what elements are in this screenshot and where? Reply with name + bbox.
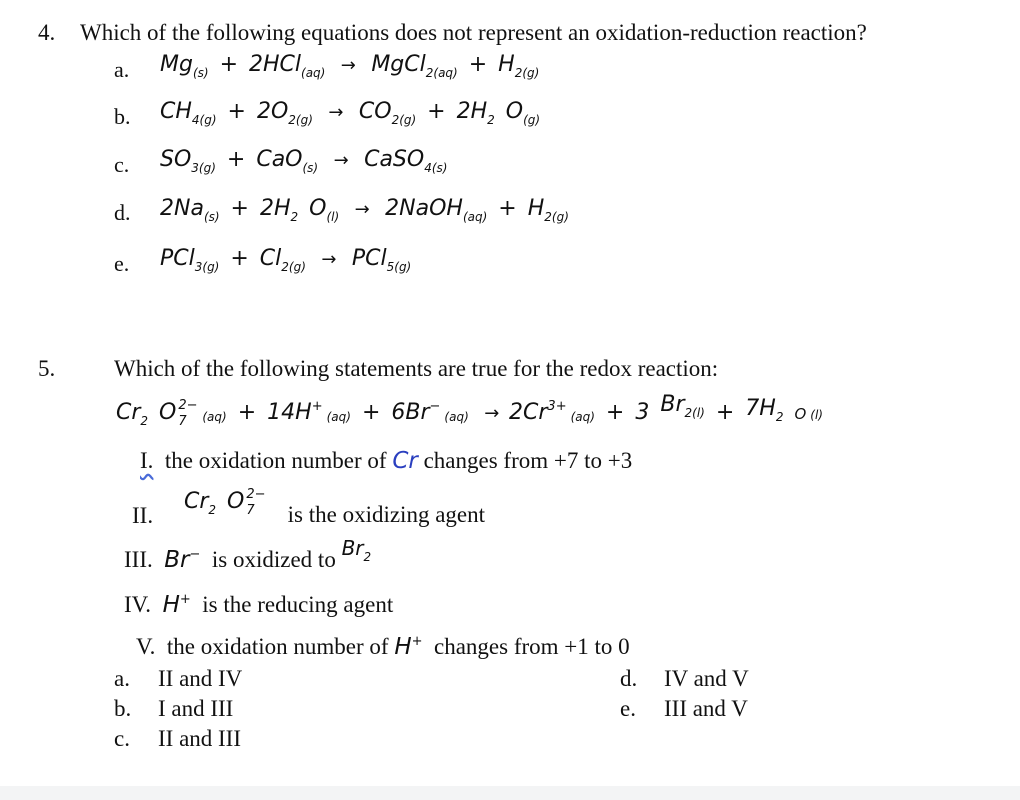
q5-statement-II-number: II.: [132, 503, 154, 528]
q4-option-c-equation: $SO_{3(g)} + CaO_{(s)}$ → CaSO$_{4(s)}$: [160, 147, 448, 175]
q5-answer-a-text: II and IV: [158, 666, 243, 691]
q5-statement-I: I. the oxidation number of Cr changes from +7 to +3: [140, 448, 633, 474]
q5-answer-e-text: III and V: [664, 696, 748, 721]
q5-answer-c-text: II and III: [158, 726, 242, 751]
q5-answer-b-label: b.: [114, 696, 132, 721]
q5-statement-IV: IV. H+ is the reducing agent: [124, 592, 394, 618]
q4-number: 4.: [38, 20, 56, 45]
q4-stem: Which of the following equations does not represent an oxidation-reduction reaction?: [80, 20, 867, 45]
q4-option-a-equation: $Mg_{(s)} + 2HCl_{(aq)}$ → MgCl$_{2(aq)}$ + $H_{2(g)}$: [160, 52, 540, 80]
q4-option-b-equation: $CH_{4(g)} + 2O_{2(g)} \to CO_{2(g)} + 2H_2$ $O_{(g)}$: [160, 99, 541, 127]
q4-option-e-equation: $PCl_{3(g)} + Cl_{2(g)} \to PCl_{5(g)}$: [160, 246, 412, 274]
q4-option-b-label: b.: [114, 104, 131, 129]
q5-number: 5.: [38, 356, 56, 381]
q5-answer-c-label: c.: [114, 726, 130, 751]
page-bottom-shade: [0, 786, 1020, 800]
q4-option-c-label: c.: [114, 152, 130, 177]
q5-reaction-equation: $Cr_2$ O 2− 7 (aq) + 14H+ (aq) + 6Br− $(aq) \to 2Cr^{3+}$ (aq) + 3 Br2(l) + 7H2 O (l): [116, 392, 823, 430]
q4-option-e-label: e.: [114, 251, 130, 276]
q5-stem: Which of the following statements are true for the redox reaction:: [114, 356, 719, 381]
q5-statement-V: V. the oxidation number of H+ changes from +1 to 0: [136, 634, 630, 660]
q5-answer-d-text: IV and V: [664, 666, 749, 691]
q5-statement-II: $Cr_2$ O 2− 7 is the oxidizing agent: [184, 487, 486, 527]
q4-option-a-label: a.: [114, 57, 130, 82]
q4-option-d-equation: $2Na_{(s)} + 2H_2$ $O_{(l)}$ → 2NaOH$_{(aq)}$ + $H_{2(g)}$: [160, 196, 569, 224]
q5-answer-a-label: a.: [114, 666, 130, 691]
q5-answer-e-label: e.: [620, 696, 636, 721]
q5-answer-d-label: d.: [620, 666, 638, 691]
q4-option-d-label: d.: [114, 200, 131, 225]
q5-answer-b-text: I and III: [158, 696, 234, 721]
q5-statement-III: III. Br− is oxidized to Br$^2$: [124, 536, 372, 573]
